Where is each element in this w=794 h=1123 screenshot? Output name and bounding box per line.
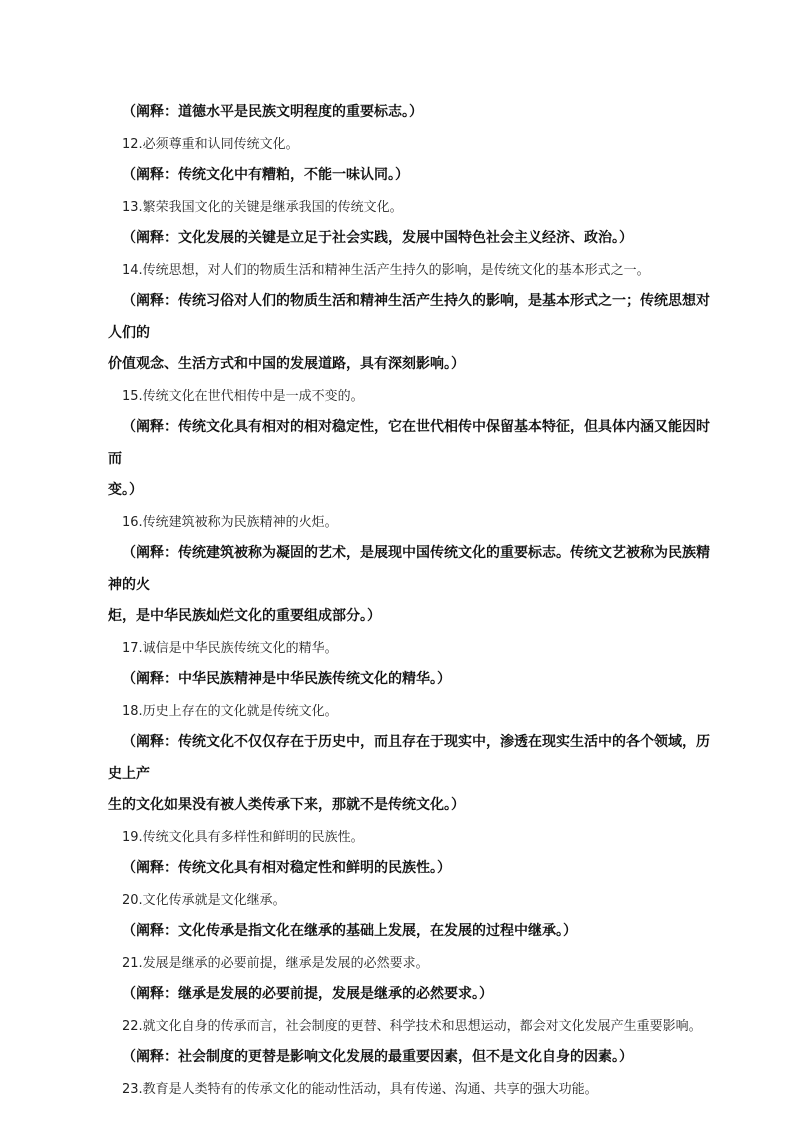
explanation-17: （阐释：中华民族精神是中华民族传统文化的精华。） [122,671,451,687]
statement-23: 23.教育是人类特有的传承文化的能动性活动，具有传递、沟通、共享的强大功能。 [122,1081,598,1097]
explanation-21: （阐释：继承是发展的必要前提，发展是继承的必然要求。） [122,986,493,1002]
explanation-16 [108,538,718,633]
explanation-18-line-2: 生的文化如果没有被人类传承下来，那就不是传统文化。） [108,797,465,813]
document-content [108,97,718,1105]
statement-12: 12.必须尊重和认同传统文化。 [122,136,299,152]
explanation-16-line-2: 炬，是中华民族灿烂文化的重要组成部分。） [108,608,381,624]
explanation-14-line-1: （阐释：传统习俗对人们的物质生活和精神生活产生持久的影响，是基本形式之一；传统思想对人们的 [108,293,710,341]
statement-18: 18.历史上存在的文化就是传统文化。 [122,703,338,719]
statement-21: 21.发展是继承的必要前提，继承是发展的必然要求。 [122,955,429,971]
statement-20: 20.文化传承就是文化继承。 [122,892,286,908]
explanation-20: （阐释：文化传承是指文化在继承的基础上发展，在发展的过程中继承。） [122,923,577,939]
explanation-13: （阐释：文化发展的关键是立足于社会实践，发展中国特色社会主义经济、政治。） [122,230,633,246]
explanation-22: （阐释：社会制度的更替是影响文化发展的最重要因素，但不是文化自身的因素。） [122,1049,633,1065]
explanation-16-line-1: （阐释：传统建筑被称为凝固的艺术，是展现中国传统文化的重要标志。传统文艺被称为民族精神的火 [108,545,710,593]
statement-17: 17.诚信是中华民族传统文化的精华。 [122,640,338,656]
explanation-15-line-2: 变。） [108,482,143,498]
statement-22: 22.就文化自身的传承而言，社会制度的更替、科学技术和思想运动，都会对文化发展产生重要影响。 [122,1018,702,1034]
explanation-14 [108,286,718,381]
statement-15: 15.传统文化在世代相传中是一成不变的。 [122,388,364,404]
explanation-18-line-1: （阐释：传统文化不仅仅存在于历史中，而且存在于现实中，渗透在现实生活中的各个领域，历史上产 [108,734,710,782]
explanation-15-line-1: （阐释：传统文化具有相对的相对稳定性，它在世代相传中保留基本特征，但具体内涵又能因时而 [108,419,710,467]
explanation-18 [108,727,718,822]
explanation-15 [108,412,718,507]
explanation-12: （阐释：传统文化中有糟粕，不能一味认同。） [122,167,409,183]
explanation-11: （阐释：道德水平是民族文明程度的重要标志。） [122,104,423,120]
statement-14: 14.传统思想，对人们的物质生活和精神生活产生持久的影响，是传统文化的基本形式之一。 [122,262,650,278]
explanation-19: （阐释：传统文化具有相对稳定性和鲜明的民族性。） [122,860,451,876]
statement-16: 16.传统建筑被称为民族精神的火炬。 [122,514,338,530]
statement-13: 13.繁荣我国文化的关键是继承我国的传统文化。 [122,199,403,215]
explanation-14-line-2: 价值观念、生活方式和中国的发展道路，具有深刻影响。） [108,356,465,372]
statement-19: 19.传统文化具有多样性和鲜明的民族性。 [122,829,364,845]
